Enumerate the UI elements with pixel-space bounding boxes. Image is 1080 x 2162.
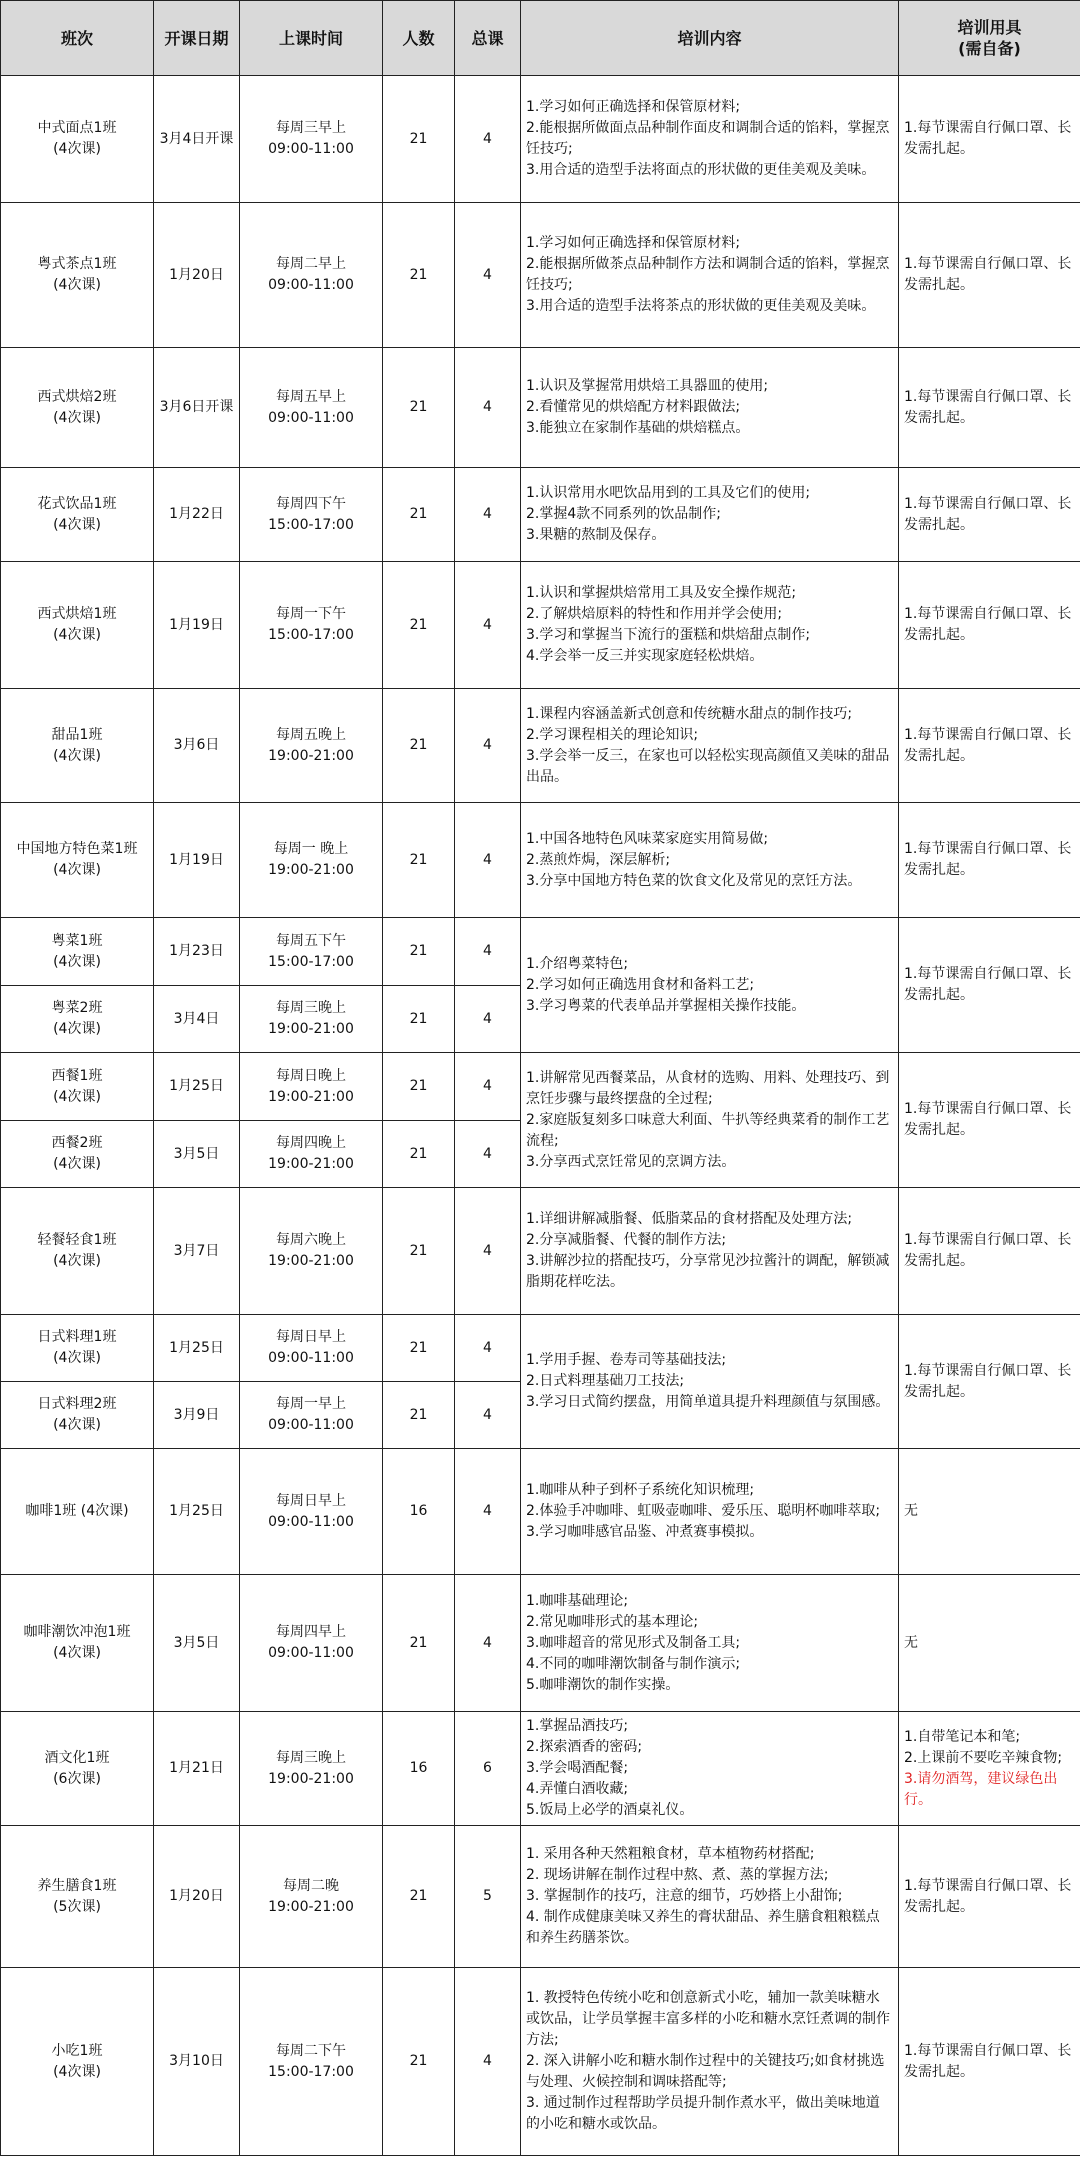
people-cell: 21	[383, 986, 455, 1053]
class-time-cell: 每周日晚上 19:00-21:00	[240, 1053, 383, 1121]
class-name-cell: 西式烘焙1班 (4次课)	[1, 562, 154, 689]
table-row	[1, 1188, 1080, 1315]
start-date-cell: 3月5日	[154, 1121, 240, 1188]
people-cell: 21	[383, 348, 455, 468]
tools-cell: 1.每节课需自行佩口罩、长发需扎起。	[899, 562, 1080, 689]
start-date-cell: 3月5日	[154, 1575, 240, 1712]
class-name-cell: 甜品1班 (4次课)	[1, 689, 154, 803]
start-date-cell: 3月10日	[154, 1968, 240, 2156]
table-row	[1, 468, 1080, 562]
class-name-cell: 中式面点1班 (4次课)	[1, 76, 154, 203]
tools-cell: 1.每节课需自行佩口罩、长发需扎起。	[899, 803, 1080, 918]
class-time-cell: 每周三晚上 19:00-21:00	[240, 986, 383, 1053]
total-lessons-cell: 4	[455, 1968, 521, 2156]
people-cell: 21	[383, 203, 455, 348]
tools-cell: 1.每节课需自行佩口罩、长发需扎起。	[899, 1826, 1080, 1968]
total-lessons-cell: 4	[455, 1575, 521, 1712]
content-cell: 1.中国各地特色风味菜家庭实用简易做; 2.蒸煎炸焗，深层解析; 3.分享中国地方特色菜的饮食文化及常见的烹饪方法。	[521, 803, 899, 918]
total-lessons-cell: 6	[455, 1712, 521, 1826]
start-date-cell: 3月6日开课	[154, 348, 240, 468]
table-row	[1, 918, 1080, 986]
class-time-cell: 每周五早上 09:00-11:00	[240, 348, 383, 468]
tools-cell: 1.每节课需自行佩口罩、长发需扎起。	[899, 1188, 1080, 1315]
class-time-cell: 每周三晚上 19:00-21:00	[240, 1712, 383, 1826]
total-lessons-cell: 4	[455, 1315, 521, 1382]
start-date-cell: 1月19日	[154, 803, 240, 918]
total-lessons-cell: 4	[455, 468, 521, 562]
start-date-cell: 3月6日	[154, 689, 240, 803]
start-date-cell: 3月9日	[154, 1382, 240, 1449]
start-date-cell: 1月25日	[154, 1053, 240, 1121]
class-name-cell: 西式烘焙2班 (4次课)	[1, 348, 154, 468]
class-name-cell: 酒文化1班 (6次课)	[1, 1712, 154, 1826]
class-time-cell: 每周五下午 15:00-17:00	[240, 918, 383, 986]
header-total-lessons: 总课	[455, 1, 521, 76]
class-name-cell: 粤菜1班 (4次课)	[1, 918, 154, 986]
class-name-cell: 日式料理1班 (4次课)	[1, 1315, 154, 1382]
total-lessons-cell: 5	[455, 1826, 521, 1968]
class-time-cell: 每周四晚上 19:00-21:00	[240, 1121, 383, 1188]
table-row	[1, 203, 1080, 348]
total-lessons-cell: 4	[455, 76, 521, 203]
header-tools-note: (需自备)	[958, 39, 1021, 58]
table-row	[1, 1053, 1080, 1121]
class-time-cell: 每周四下午 15:00-17:00	[240, 468, 383, 562]
people-cell: 21	[383, 1382, 455, 1449]
content-cell: 1.咖啡基础理论; 2.常见咖啡形式的基本理论; 3.咖啡超音的常见形式及制备工具; 4.不同的咖啡潮饮制备与制作演示; 5.咖啡潮饮的制作实操。	[521, 1575, 899, 1712]
class-name-cell: 日式料理2班 (4次课)	[1, 1382, 154, 1449]
table-row	[1, 1968, 1080, 2156]
tools-cell: 无	[899, 1575, 1080, 1712]
class-time-cell: 每周日早上 09:00-11:00	[240, 1315, 383, 1382]
class-time-cell: 每周二晚 19:00-21:00	[240, 1826, 383, 1968]
people-cell: 21	[383, 918, 455, 986]
tools-cell: 1.每节课需自行佩口罩、长发需扎起。	[899, 76, 1080, 203]
total-lessons-cell: 4	[455, 348, 521, 468]
start-date-cell: 1月23日	[154, 918, 240, 986]
people-cell: 21	[383, 468, 455, 562]
class-time-cell: 每周五晚上 19:00-21:00	[240, 689, 383, 803]
table-row	[1, 1315, 1080, 1382]
content-cell: 1.认识常用水吧饮品用到的工具及它们的使用; 2.掌握4款不同系列的饮品制作; 3.果糖的熬制及保存。	[521, 468, 899, 562]
content-cell: 1. 采用各种天然粗粮食材，草本植物药材搭配; 2. 现场讲解在制作过程中熬、煮、蒸的掌握方法; 3. 掌握制作的技巧，注意的细节，巧妙搭上小甜饰; 4. 制作成健康美味又养生的膏状甜品、养生膳食粗粮糕点和养生药膳茶饮。	[521, 1826, 899, 1968]
people-cell: 16	[383, 1449, 455, 1575]
table-row	[1, 689, 1080, 803]
table-row	[1, 562, 1080, 689]
class-name-cell: 小吃1班 (4次课)	[1, 1968, 154, 2156]
class-time-cell: 每周三早上 09:00-11:00	[240, 76, 383, 203]
class-name-cell: 西餐1班 (4次课)	[1, 1053, 154, 1121]
header-class: 班次	[1, 1, 154, 76]
content-cell: 1.学用手握、卷寿司等基础技法; 2.日式料理基础刀工技法; 3.学习日式简约摆盘，用简单道具提升料理颜值与氛围感。	[521, 1315, 899, 1449]
class-time-cell: 每周一 晚上 19:00-21:00	[240, 803, 383, 918]
header-class-time: 上课时间	[240, 1, 383, 76]
tools-cell: 1.每节课需自行佩口罩、长发需扎起。	[899, 1315, 1080, 1449]
table-row	[1, 76, 1080, 203]
content-cell: 1. 教授特色传统小吃和创意新式小吃，辅加一款美味糖水或饮品，让学员掌握丰富多样的小吃和糖水烹饪煮调的制作方法; 2. 深入讲解小吃和糖水制作过程中的关键技巧;如食材挑选与处理、火候控制和调味搭配等; 3. 通过制作过程帮助学员提升制作煮水平，做出美味地道的小吃和糖水或饮品。	[521, 1968, 899, 2156]
start-date-cell: 1月20日	[154, 203, 240, 348]
tools-cell: 1.每节课需自行佩口罩、长发需扎起。	[899, 348, 1080, 468]
start-date-cell: 1月20日	[154, 1826, 240, 1968]
people-cell: 21	[383, 1121, 455, 1188]
people-cell: 21	[383, 562, 455, 689]
content-cell: 1.认识及掌握常用烘焙工具器皿的使用; 2.看懂常见的烘焙配方材料跟做法; 3.能独立在家制作基础的烘焙糕点。	[521, 348, 899, 468]
content-cell: 1.介绍粤菜特色; 2.学习如何正确选用食材和备料工艺; 3.学习粤菜的代表单品并掌握相关操作技能。	[521, 918, 899, 1053]
class-name-cell: 咖啡1班 (4次课)	[1, 1449, 154, 1575]
total-lessons-cell: 4	[455, 1188, 521, 1315]
content-cell: 1.详细讲解减脂餐、低脂菜品的食材搭配及处理方法; 2.分享减脂餐、代餐的制作方法; 3.讲解沙拉的搭配技巧，分享常见沙拉酱汁的调配，解锁减脂期花样吃法。	[521, 1188, 899, 1315]
class-name-cell: 粤式茶点1班 (4次课)	[1, 203, 154, 348]
class-time-cell: 每周日早上 09:00-11:00	[240, 1449, 383, 1575]
tools-cell: 1.每节课需自行佩口罩、长发需扎起。	[899, 689, 1080, 803]
table-row	[1, 1712, 1080, 1826]
class-name-cell: 花式饮品1班 (4次课)	[1, 468, 154, 562]
tools-cell: 1.每节课需自行佩口罩、长发需扎起。	[899, 918, 1080, 1053]
people-cell: 16	[383, 1712, 455, 1826]
class-time-cell: 每周一早上 09:00-11:00	[240, 1382, 383, 1449]
start-date-cell: 3月4日	[154, 986, 240, 1053]
table-row	[1, 348, 1080, 468]
class-name-cell: 西餐2班 (4次课)	[1, 1121, 154, 1188]
people-cell: 21	[383, 1968, 455, 2156]
tools-cell: 1.每节课需自行佩口罩、长发需扎起。	[899, 1053, 1080, 1188]
start-date-cell: 3月4日开课	[154, 76, 240, 203]
tools-cell: 1.自带笔记本和笔; 2.上课前不要吃辛辣食物; 3.请勿酒驾，建议绿色出行。	[899, 1712, 1080, 1826]
content-cell: 1.学习如何正确选择和保管原材料; 2.能根据所做茶点品种制作方法和调制合适的馅料，掌握烹饪技巧; 3.用合适的造型手法将茶点的形状做的更佳美观及美味。	[521, 203, 899, 348]
drink-drive-warning: 3.请勿酒驾，建议绿色出行。	[904, 1770, 1058, 1808]
class-time-cell: 每周六晚上 19:00-21:00	[240, 1188, 383, 1315]
start-date-cell: 1月22日	[154, 468, 240, 562]
content-cell: 1.学习如何正确选择和保管原材料; 2.能根据所做面点品种制作面皮和调制合适的馅料，掌握烹饪技巧; 3.用合适的造型手法将面点的形状做的更佳美观及美味。	[521, 76, 899, 203]
people-cell: 21	[383, 803, 455, 918]
content-cell: 1.咖啡从种子到杯子系统化知识梳理; 2.体验手冲咖啡、虹吸壶咖啡、爱乐压、聪明杯咖啡萃取; 3.学习咖啡感官品鉴、冲煮赛事模拟。	[521, 1449, 899, 1575]
people-cell: 21	[383, 1053, 455, 1121]
total-lessons-cell: 4	[455, 689, 521, 803]
class-name-cell: 咖啡潮饮冲泡1班 (4次课)	[1, 1575, 154, 1712]
people-cell: 21	[383, 1575, 455, 1712]
total-lessons-cell: 4	[455, 1449, 521, 1575]
total-lessons-cell: 4	[455, 918, 521, 986]
table-row	[1, 1449, 1080, 1575]
table-row	[1, 803, 1080, 918]
people-cell: 21	[383, 1826, 455, 1968]
header-tools	[899, 1, 1080, 76]
table-row	[1, 1826, 1080, 1968]
people-cell: 21	[383, 1315, 455, 1382]
start-date-cell: 1月25日	[154, 1315, 240, 1382]
content-cell: 1.课程内容涵盖新式创意和传统糖水甜点的制作技巧; 2.学习课程相关的理论知识; 3.学会举一反三，在家也可以轻松实现高颜值又美味的甜品出品。	[521, 689, 899, 803]
total-lessons-cell: 4	[455, 986, 521, 1053]
class-name-cell: 养生膳食1班 (5次课)	[1, 1826, 154, 1968]
header-row	[1, 1, 1080, 76]
tools-cell: 无	[899, 1449, 1080, 1575]
start-date-cell: 1月25日	[154, 1449, 240, 1575]
class-name-cell: 粤菜2班 (4次课)	[1, 986, 154, 1053]
header-tools-label: 培训用具	[957, 18, 1022, 37]
tools-cell: 1.每节课需自行佩口罩、长发需扎起。	[899, 203, 1080, 348]
start-date-cell: 1月19日	[154, 562, 240, 689]
class-time-cell: 每周二早上 09:00-11:00	[240, 203, 383, 348]
total-lessons-cell: 4	[455, 203, 521, 348]
start-date-cell: 3月7日	[154, 1188, 240, 1315]
class-time-cell: 每周二下午 15:00-17:00	[240, 1968, 383, 2156]
total-lessons-cell: 4	[455, 1382, 521, 1449]
class-name-cell: 中国地方特色菜1班 (4次课)	[1, 803, 154, 918]
total-lessons-cell: 4	[455, 562, 521, 689]
header-content: 培训内容	[521, 1, 899, 76]
tools-cell: 1.每节课需自行佩口罩、长发需扎起。	[899, 468, 1080, 562]
people-cell: 21	[383, 1188, 455, 1315]
tools-cell: 1.每节课需自行佩口罩、长发需扎起。	[899, 1968, 1080, 2156]
total-lessons-cell: 4	[455, 1121, 521, 1188]
class-time-cell: 每周一下午 15:00-17:00	[240, 562, 383, 689]
class-name-cell: 轻餐轻食1班 (4次课)	[1, 1188, 154, 1315]
content-cell: 1.认识和掌握烘焙常用工具及安全操作规范; 2.了解烘焙原料的特性和作用并学会使用; 3.学习和掌握当下流行的蛋糕和烘焙甜点制作; 4.学会举一反三并实现家庭轻松烘焙。	[521, 562, 899, 689]
content-cell: 1.掌握品酒技巧; 2.探索酒香的密码; 3.学会喝酒配餐; 4.弄懂白酒收藏; 5.饭局上必学的酒桌礼仪。	[521, 1712, 899, 1826]
table-row	[1, 1575, 1080, 1712]
people-cell: 21	[383, 76, 455, 203]
header-people: 人数	[383, 1, 455, 76]
total-lessons-cell: 4	[455, 1053, 521, 1121]
total-lessons-cell: 4	[455, 803, 521, 918]
people-cell: 21	[383, 689, 455, 803]
content-cell: 1.讲解常见西餐菜品，从食材的选购、用料、处理技巧、到烹饪步骤与最终摆盘的全过程; 2.家庭版复刻多口味意大利面、牛扒等经典菜肴的制作工艺流程; 3.分享西式烹饪常见的烹调方法。	[521, 1053, 899, 1188]
class-time-cell: 每周四早上 09:00-11:00	[240, 1575, 383, 1712]
start-date-cell: 1月21日	[154, 1712, 240, 1826]
header-start-date: 开课日期	[154, 1, 240, 76]
